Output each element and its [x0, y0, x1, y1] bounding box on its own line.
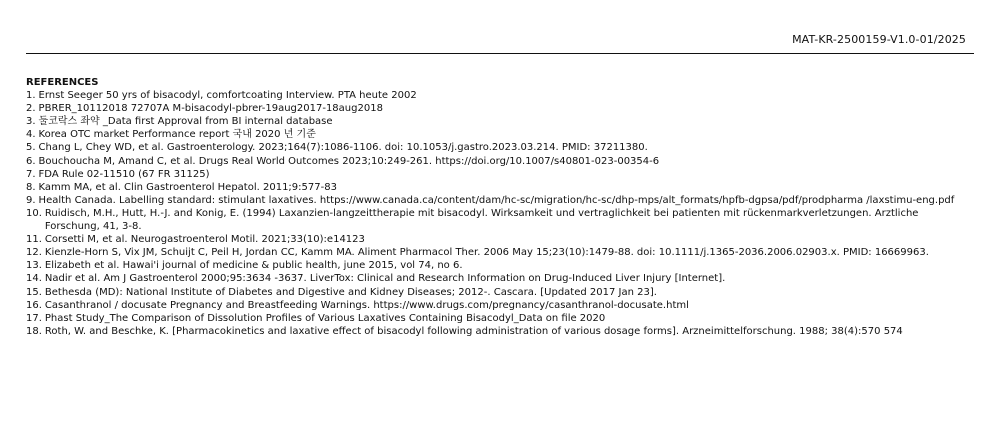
- reference-number: 15.: [26, 286, 42, 298]
- reference-number: 8.: [26, 181, 36, 193]
- reference-item: [26, 115, 976, 128]
- reference-item: [26, 155, 976, 168]
- reference-item: [26, 141, 976, 154]
- reference-text: 둘코락스 좌약 _Data first Approval from BI internal database: [38, 116, 333, 128]
- reference-text: Elizabeth et al. Hawai'i journal of medicine & public health, june 2015, vol 74, no 6.: [44, 260, 463, 272]
- reference-item: [26, 233, 976, 246]
- reference-item: [26, 286, 976, 299]
- reference-number: 11.: [26, 234, 42, 246]
- reference-item: [26, 128, 976, 141]
- reference-item: [26, 312, 976, 325]
- reference-text: PBRER_10112018 72707A M-bisacodyl-pbrer-19aug2017-18aug2018: [38, 103, 383, 115]
- reference-item: [26, 325, 976, 338]
- references-title: REFERENCES: [26, 77, 99, 88]
- reference-text: Bouchoucha M, Amand C, et al. Drugs Real World Outcomes 2023;10:249-261. https://doi.org/10.1007/s40801-023-00354-6: [38, 155, 660, 167]
- reference-text: Bethesda (MD): National Institute of Diabetes and Digestive and Kidney Diseases; 2012-. Cascara. [Updated 2017 Jan 23].: [44, 286, 657, 298]
- reference-number: 14.: [26, 273, 42, 285]
- document-code: MAT-KR-2500159-V1.0-01/2025: [792, 33, 966, 46]
- header-divider: [26, 53, 974, 54]
- reference-text: Ruidisch, M.H., Hutt, H.-J. and Konig, E. (1994) Laxanzien-langzeittherapie mit bisacodyl. Wirksamkeit und vertraglichkeit bei patienten mit rückenmarkverletzungen. Arztliche Forschung, 41, 3-8.: [44, 207, 919, 233]
- reference-item: [26, 89, 976, 102]
- reference-number: 18.: [26, 325, 42, 337]
- reference-number: 4.: [26, 129, 36, 141]
- references-section: [26, 76, 976, 338]
- reference-number: 6.: [26, 155, 36, 167]
- reference-number: 13.: [26, 260, 42, 272]
- reference-item: [26, 207, 976, 233]
- reference-item: [26, 102, 976, 115]
- reference-text: Casanthranol / docusate Pregnancy and Breastfeeding Warnings. https://www.drugs.com/pregnancy/casanthranol-docusate.html: [44, 299, 689, 311]
- reference-number: 1.: [26, 90, 36, 102]
- reference-text: Ernst Seeger 50 yrs of bisacodyl, comfortcoating Interview. PTA heute 2002: [38, 90, 417, 102]
- reference-text: Corsetti M, et al. Neurogastroenterol Motil. 2021;33(10):e14123: [44, 234, 365, 246]
- reference-number: 12.: [26, 247, 42, 259]
- reference-number: 17.: [26, 312, 42, 324]
- reference-text: Nadir et al. Am J Gastroenterol 2000;95:3634 -3637. LiverTox: Clinical and Research Information on Drug-Induced Liver Injury [Internet].: [44, 273, 726, 285]
- reference-item: [26, 299, 976, 312]
- references-list: [26, 89, 976, 338]
- reference-number: 3.: [26, 116, 36, 128]
- reference-number: 7.: [26, 168, 36, 180]
- reference-item: [26, 168, 976, 181]
- reference-number: 9.: [26, 194, 36, 206]
- reference-text: Chang L, Chey WD, et al. Gastroenterology. 2023;164(7):1086-1106. doi: 10.1053/j.gastro.2023.03.214. PMID: 37211380.: [38, 142, 648, 154]
- reference-item: [26, 259, 976, 272]
- reference-item: [26, 181, 976, 194]
- reference-text: Kamm MA, et al. Clin Gastroenterol Hepatol. 2011;9:577-83: [38, 181, 337, 193]
- reference-number: 2.: [26, 103, 36, 115]
- reference-number: 5.: [26, 142, 36, 154]
- reference-number: 10.: [26, 207, 42, 219]
- reference-text: Health Canada. Labelling standard: stimulant laxatives. https://www.canada.ca/content/dam/hc-sc/migration/hc-sc/dhp-mps/alt_formats/hpfb-dgpsa/pdf/prodpharma /laxstimu-eng.pdf: [38, 194, 955, 206]
- reference-text: Roth, W. and Beschke, K. [Pharmacokinetics and laxative effect of bisacodyl following administration of various dosage forms]. Arzneimittelforschung. 1988; 38(4):570 574: [44, 325, 903, 337]
- reference-text: FDA Rule 02-11510 (67 FR 31125): [38, 168, 210, 180]
- reference-item: [26, 272, 976, 285]
- reference-number: 16.: [26, 299, 42, 311]
- reference-item: [26, 194, 976, 207]
- reference-text: Korea OTC market Performance report 국내 2020 년 기준: [38, 129, 316, 141]
- reference-item: [26, 246, 976, 259]
- reference-text: Kienzle-Horn S, Vix JM, Schuijt C, Peil H, Jordan CC, Kamm MA. Aliment Pharmacol Ther. 2006 May 15;23(10):1479-88. doi: 10.1111/j.1365-2036.2006.02903.x. PMID: 16669963.: [44, 247, 929, 259]
- reference-text: Phast Study_The Comparison of Dissolution Profiles of Various Laxatives Containing Bisacodyl_Data on file 2020: [44, 312, 606, 324]
